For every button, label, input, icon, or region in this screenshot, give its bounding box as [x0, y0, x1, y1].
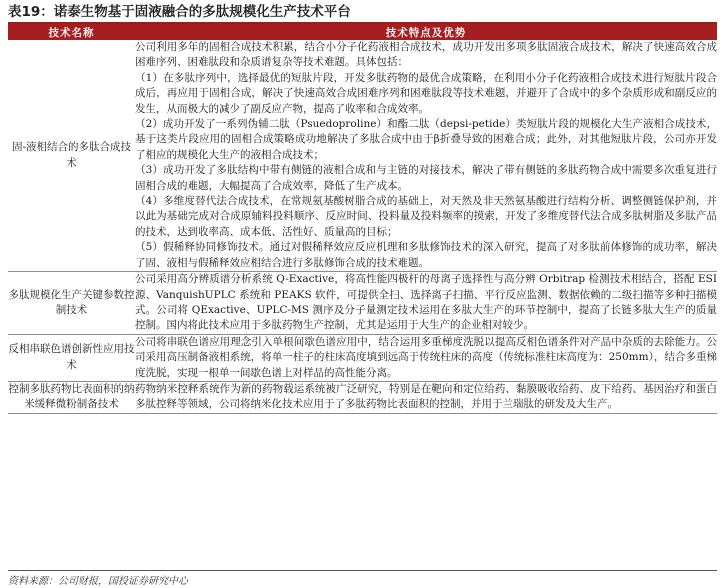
row-tech-name: 多肽规模化生产关键参数控制技术	[8, 272, 135, 335]
table-header-row	[8, 24, 717, 40]
row-tech-name: 固-液相结合的多肽合成技术	[8, 40, 135, 272]
header-tech-desc: 技术特点及优势	[135, 24, 717, 40]
table-row	[8, 40, 717, 272]
header-tech-name: 技术名称	[8, 24, 135, 40]
row-tech-desc	[135, 40, 717, 272]
row-tech-desc	[135, 272, 717, 335]
desc-paragraph: （2）成功开发了一系列伪辅二肽（Psuedoproline）和酯二肽（depsi-petide）类短肽片段的规模化大生产液相合成技术，基于这类片段应用的固相合成策略成功地解决了多肽合成中由于β折叠导致的困难合成；此外，对其他短肽片段，公司亦开发了相应的规模化大生产的液相合成技术；	[135, 118, 717, 161]
table-row	[8, 334, 717, 381]
desc-paragraph: （5）假稀释协同修饰技术。通过对假稀释效应反应机理和多肽修饰技术的深入研究，提高了对多肽前体修饰的成功率，解决了固、液相与假稀释效应相结合进行多肽修饰合成的技术难题。	[135, 241, 717, 269]
desc-paragraph: 公司采用高分辨质谱分析系统 Q-Exactive，将高性能四极杆的母离子选择性与高分辨 Orbitrap 检测技术相结合，搭配 ESI 源、VanquishUPLC 系统和 PEAKS 软件，可提供全扫、选择离子扫描、平行反应监测、数据依赖的二级扫描等多种扫描模式。公司将 QExactive、UPLC-MS 测序及分子量测定技术运用在多肽大生产的环节控制中，提高了长链多肽大生产的质量控制。国内将此技术应用于多肽药物生产控制，尤其是运用于大生产的企业相对较少。	[135, 273, 717, 332]
row-tech-name: 控制多肽药物比表面积的纳米缓释微粉制备技术	[8, 381, 135, 413]
table-title: 表19：诺泰生物基于固液融合的多肽规模化生产技术平台	[8, 4, 351, 20]
source-note: 资料来源：公司财报，国投证券研究中心	[8, 570, 717, 587]
row-tech-desc	[135, 381, 717, 413]
desc-paragraph: 药物纳米控释系统作为新的药物载运系统被广泛研究，特别是在靶向和定位给药、黏膜吸收给药、皮下给药、基因治疗和蛋白多肽控释等领域，公司将纳米化技术应用于了多肽药物比表面积的控制，并用于兰瑞肽的研发及大生产。	[135, 382, 717, 411]
desc-paragraph: （1）在多肽序列中，选择最优的短肽片段，开发多肽药物的最优合成策略，在利用小分子化药液相合成技术进行短肽片段合成后，再应用于固相合成，解决了快速高效合成困难序列和困难肽段等技术难题，并避开了合成中的多个杂质形成和副反应的发生，从而极大的减少了副反应产物，提高了收率和合成效率。	[135, 71, 717, 115]
table-row	[8, 381, 717, 413]
desc-paragraph: （4）多维度替代法合成技术，在常规氨基酸树脂合成的基础上，对天然及非天然氨基酸进行结构分析、调整侧链保护剂，并以此为基础完成对合成原辅料投料顺序、反应时间、投料量及投料频率的摸索，开发了多维度替代法合成多肽树脂及多肽产品的技术，达到收率高、成本低、活性好、质量高的目标；	[135, 195, 717, 238]
table-row	[8, 272, 717, 335]
desc-paragraph: （3）成功开发了多肽结构中带有侧链的液相合成和与主链的对接技术，解决了带有侧链的多肽药物合成中需要多次重复进行固相合成的难题，大幅提高了合成效率，降低了生产成本。	[135, 164, 717, 192]
row-tech-desc	[135, 334, 717, 381]
row-tech-name: 反相串联色谱创新性应用技术	[8, 334, 135, 381]
tech-platform-table	[8, 24, 717, 414]
desc-paragraph: 公司将串联色谱应用理念引入单根间歇色谱应用中，结合运用多重梯度洗脱以提高反相色谱条件对产品中杂质的去除能力。公司采用高压制备液相系统，将单一柱子的柱床高度填到远高于传统柱床的高度（传统标准柱床高度为：250mm），结合多重梯度洗脱，实现一根单一间歇色谱上对样品的高性能分离。	[135, 335, 717, 379]
desc-paragraph: 公司利用多年的固相合成技术积累，结合小分子化药液相合成技术，成功开发出多项多肽固液合成技术，解决了快速高效合成困难序列、困难肽段和杂质谱复杂等技术难题。具体包括：	[135, 41, 717, 69]
